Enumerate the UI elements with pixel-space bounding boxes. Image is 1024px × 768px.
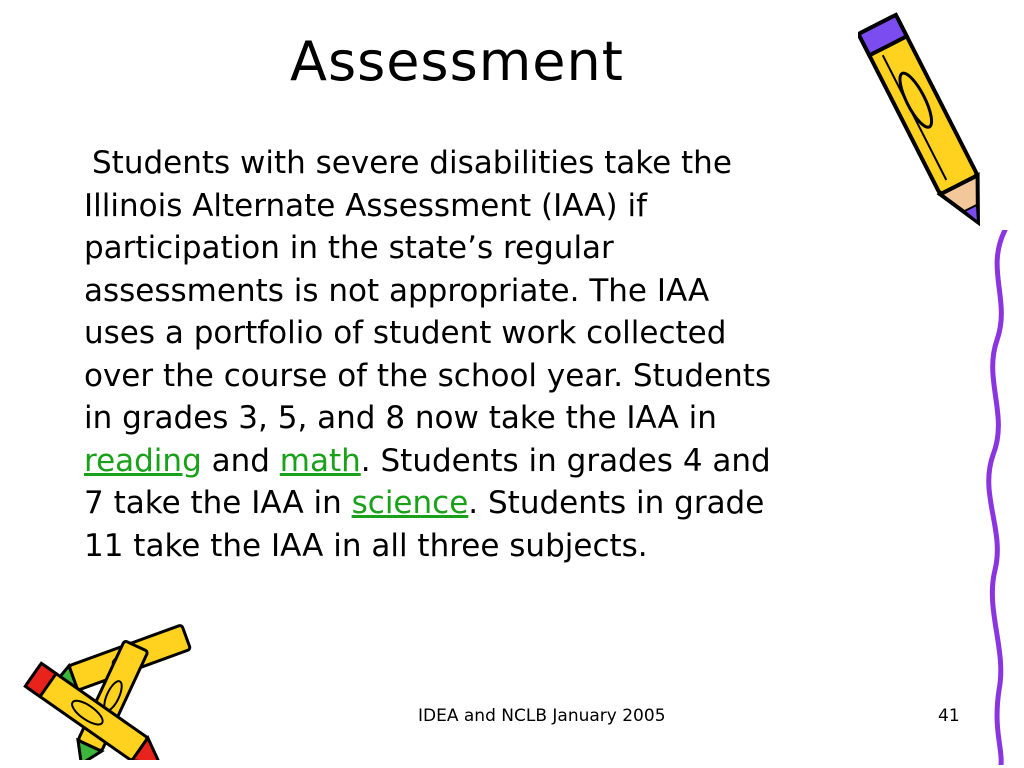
slide-title: Assessment xyxy=(290,30,624,93)
math-link[interactable]: math xyxy=(279,442,361,479)
body-line-8-end: . Students in grades 4 and xyxy=(360,442,771,479)
body-line-4: assessments is not appropriate. The IAA xyxy=(84,272,710,309)
body-line-6: over the course of the school year. Students xyxy=(84,357,772,394)
body-line-3: participation in the state’s regular xyxy=(84,230,614,266)
body-line-2: Illinois Alternate Assessment (IAA) if xyxy=(84,187,647,224)
crossed-pencils-icon xyxy=(0,620,205,760)
body-line-8-mid: and xyxy=(201,442,280,479)
body-line-1: Students with severe disabilities take the xyxy=(92,145,732,181)
footer-text: IDEA and NCLB January 2005 xyxy=(418,706,666,726)
body-line-9-start: 7 take the IAA in xyxy=(84,485,352,521)
pencil-clipart-icon xyxy=(858,2,1008,246)
body-line-5: uses a portfolio of student work collected xyxy=(84,315,727,351)
body-line-10: 11 take the IAA in all three subjects. xyxy=(84,527,648,564)
page-number: 41 xyxy=(938,706,960,726)
body-line-9-end: . Students in grade xyxy=(468,485,765,521)
body-line-8 xyxy=(84,440,934,483)
body-line-7: in grades 3, 5, and 8 now take the IAA in xyxy=(84,400,717,436)
science-link[interactable]: science xyxy=(351,485,469,521)
scribble-line-icon xyxy=(975,230,1020,765)
body-line-9 xyxy=(84,482,934,525)
reading-link[interactable]: reading xyxy=(84,442,202,479)
slide-body xyxy=(84,142,934,567)
